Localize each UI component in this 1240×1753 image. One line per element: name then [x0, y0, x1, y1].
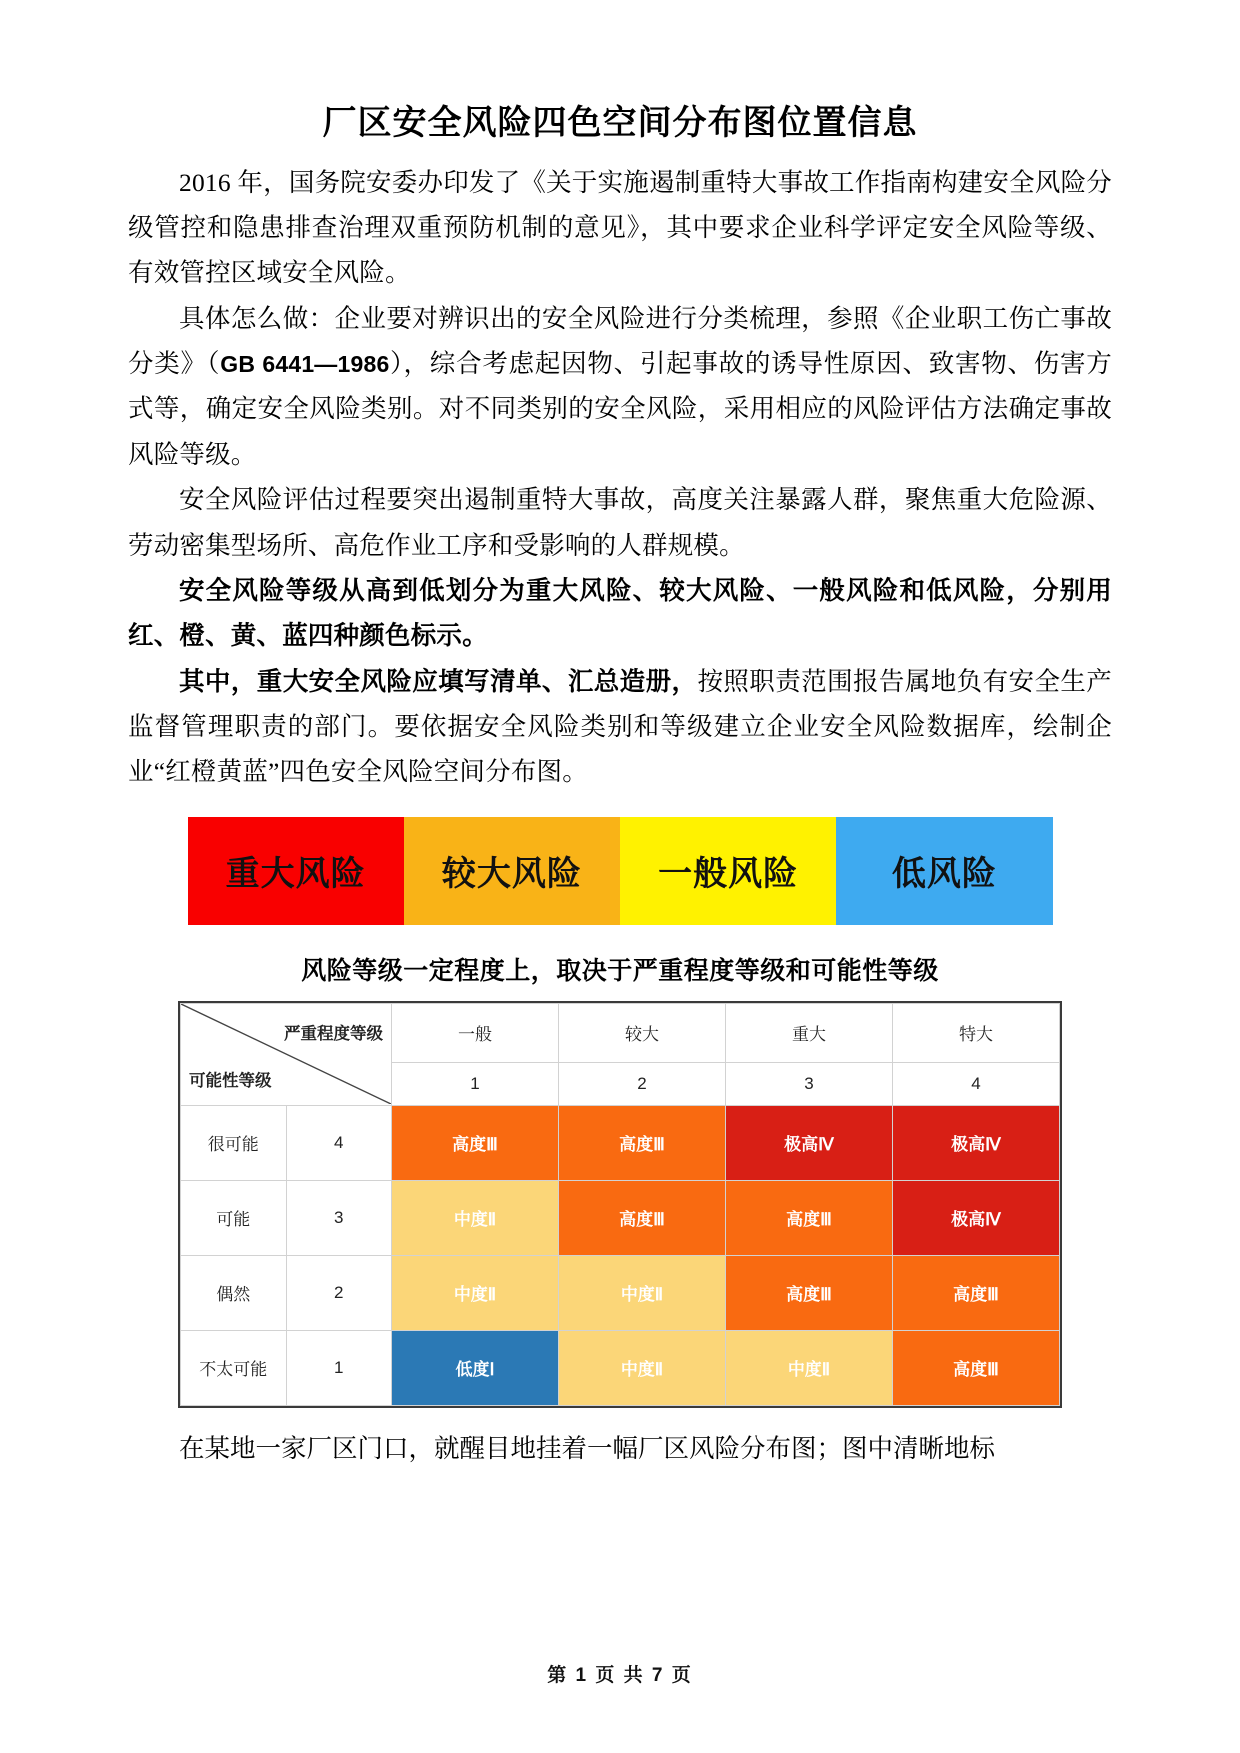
matrix-row-number-3: 2 [286, 1255, 392, 1330]
paragraph-4 [128, 568, 1112, 659]
matrix-col-number-2: 2 [559, 1062, 726, 1105]
table-row [181, 1180, 1060, 1255]
risk-band-general-label: 一般风险 [658, 855, 799, 894]
matrix-row-label-2: 可能 [181, 1180, 287, 1255]
matrix-cell-r1c4: 极高Ⅳ [893, 1105, 1060, 1180]
table-row [181, 1330, 1060, 1405]
matrix-cell-r3c1: 中度Ⅱ [392, 1255, 559, 1330]
matrix-cell-r4c2: 中度Ⅱ [559, 1330, 726, 1405]
matrix-row-label-4: 不太可能 [181, 1330, 287, 1405]
risk-band-general [620, 817, 836, 925]
table-row [181, 1105, 1060, 1180]
matrix-cell-r4c3: 中度Ⅱ [726, 1330, 893, 1405]
risk-band-major [188, 817, 404, 925]
paragraph-1-run-1: 2016 年，国务院安委办印发了《关于实施遏制重特大事故工作指南构建安全风险分级管控和隐患排查治理双重预防机制的意见》，其中要求企业科学评定安全风险等级、有效管控区域安全风险。 [128, 167, 1112, 288]
paragraph-2-run-1: 具体怎么做：企业要对辨识出的安全风险进行分类梳理，参照《企业职工伤亡事故分类》（ [128, 303, 1112, 379]
matrix-cell-r1c1: 高度Ⅲ [392, 1105, 559, 1180]
matrix-row-label-3: 偶然 [181, 1255, 287, 1330]
page-title: 厂区安全风险四色空间分布图位置信息 [322, 104, 918, 142]
risk-band-low-label: 低风险 [891, 855, 997, 894]
likelihood-axis-label: 可能性等级 [189, 1071, 272, 1090]
risk-band-major-label: 重大风险 [225, 855, 366, 894]
risk-matrix [178, 1001, 1062, 1408]
matrix-cell-r2c3: 高度Ⅲ [726, 1180, 893, 1255]
matrix-caption: 风险等级一定程度上，取决于严重程度等级和可能性等级 [301, 956, 939, 985]
matrix-cell-r1c3: 极高Ⅳ [726, 1105, 893, 1180]
matrix-col-number-4: 4 [893, 1062, 1060, 1105]
tail-paragraph: 在某地一家厂区门口，就醒目地挂着一幅厂区风险分布图；图中清晰地标 [179, 1433, 996, 1463]
risk-band-significant [404, 817, 620, 925]
paragraph-5-run-1: 其中，重大安全风险应填写清单、汇总造册， [179, 666, 698, 696]
standard-code: GB 6441—1986 [220, 351, 390, 378]
page-footer: 第 1 页 共 7 页 [547, 1665, 693, 1686]
risk-band-significant-label: 较大风险 [441, 855, 582, 894]
matrix-col-header-4: 特大 [893, 1003, 1060, 1062]
paragraph-1 [128, 160, 1112, 296]
matrix-cell-r2c1: 中度Ⅱ [392, 1180, 559, 1255]
table-row [181, 1255, 1060, 1330]
paragraph-4-run-1: 安全风险等级从高到低划分为重大风险、较大风险、一般风险和低风险，分别用红、橙、黄、蓝四种颜色标示。 [128, 575, 1112, 651]
paragraph-3-run-1: 安全风险评估过程要突出遏制重特大事故，高度关注暴露人群，聚焦重大危险源、劳动密集型场所、高危作业工序和受影响的人群规模。 [128, 485, 1112, 560]
matrix-cell-r3c4: 高度Ⅲ [893, 1255, 1060, 1330]
matrix-row-number-2: 3 [286, 1180, 392, 1255]
paragraph-5-run-2: 按照职责范围报告属地负有安全生产监督管理职责的部门。要依据安全风险类别和等级建立企业安全风险数据库，绘制企业“红橙黄蓝”四色安全风险空间分布图。 [128, 666, 1112, 787]
risk-matrix-table [180, 1003, 1060, 1406]
paragraph-2-run-3: ），综合考虑起因物、引起事故的诱导性原因、致害物、伤害方式等，确定安全风险类别。对不同类别的安全风险，采用相应的风险评估方法确定事故风险等级。 [128, 349, 1112, 469]
paragraph-5 [128, 659, 1112, 795]
matrix-cell-r1c2: 高度Ⅲ [559, 1105, 726, 1180]
matrix-cell-r3c3: 高度Ⅲ [726, 1255, 893, 1330]
matrix-row-label-1: 很可能 [181, 1105, 287, 1180]
paragraph-2 [128, 296, 1112, 478]
matrix-cell-r4c4: 高度Ⅲ [893, 1330, 1060, 1405]
severity-axis-label: 严重程度等级 [284, 1024, 383, 1043]
matrix-col-header-2: 较大 [559, 1003, 726, 1062]
matrix-cell-r2c2: 高度Ⅲ [559, 1180, 726, 1255]
matrix-header-row-names [181, 1003, 1060, 1062]
matrix-col-number-1: 1 [392, 1062, 559, 1105]
matrix-cell-r3c2: 中度Ⅱ [559, 1255, 726, 1330]
risk-band-low [836, 817, 1052, 925]
matrix-row-number-4: 1 [286, 1330, 392, 1405]
matrix-col-header-1: 一般 [392, 1003, 559, 1062]
matrix-corner-cell [181, 1003, 392, 1105]
matrix-col-number-3: 3 [726, 1062, 893, 1105]
matrix-cell-r2c4: 极高Ⅳ [893, 1180, 1060, 1255]
paragraph-3 [128, 477, 1112, 568]
matrix-cell-r4c1: 低度Ⅰ [392, 1330, 559, 1405]
matrix-col-header-3: 重大 [726, 1003, 893, 1062]
matrix-row-number-1: 4 [286, 1105, 392, 1180]
risk-color-bar [188, 817, 1053, 925]
